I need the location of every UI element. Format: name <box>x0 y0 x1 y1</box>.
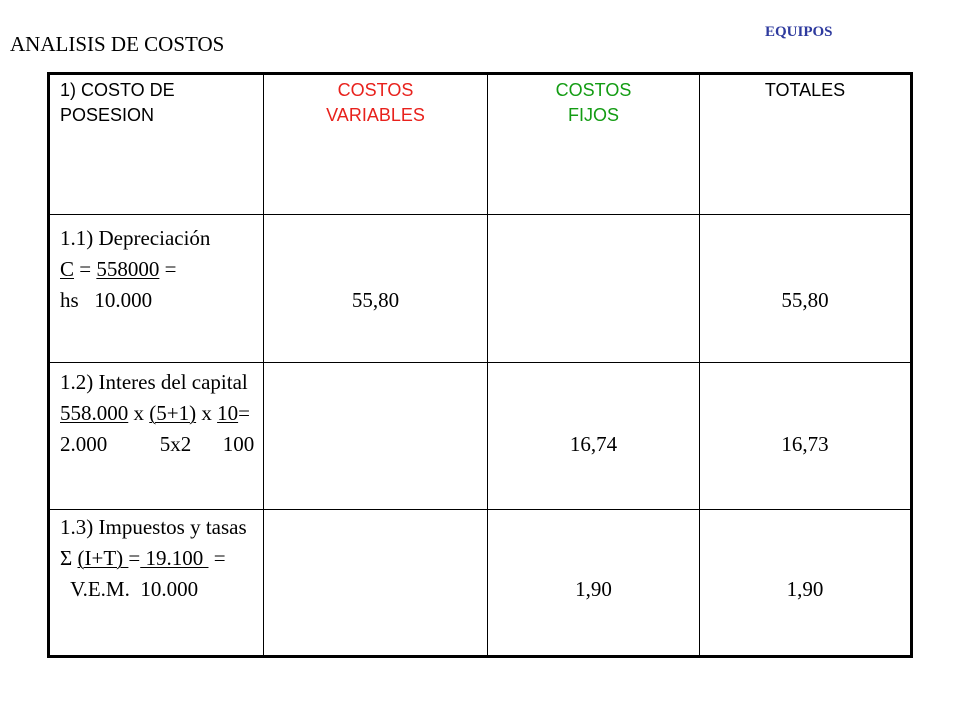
fixed-cost-value: 16,74 <box>569 432 618 456</box>
formula-part: x <box>196 401 218 425</box>
formula-line <box>60 398 263 429</box>
concept-line: 1.2) Interes del capital <box>60 370 248 394</box>
formula-part: = <box>238 401 250 425</box>
formula-part: C <box>60 257 75 281</box>
header-cell-concept <box>50 75 264 215</box>
header-cell-variable <box>264 75 488 215</box>
header-cell-total <box>700 75 910 215</box>
formula-line <box>60 543 263 574</box>
page-title: ANALISIS DE COSTOS <box>10 32 225 56</box>
formula-part: 558.000 <box>60 401 129 425</box>
formula-part: = <box>208 546 226 570</box>
row-depreciation-variable <box>264 215 488 363</box>
formula-denominator-line: hs 10.000 <box>60 288 153 312</box>
header-fixed-label: COSTOS FIJOS <box>555 80 632 125</box>
formula-denominator-line: V.E.M. 10.000 <box>60 577 199 601</box>
formula-part: x <box>128 401 150 425</box>
formula-part: = <box>159 257 177 281</box>
header-concept-label: 1) COSTO DE POSESION <box>60 80 175 125</box>
total-cost-value: 16,73 <box>781 432 829 456</box>
row-interest-total <box>700 363 910 510</box>
row-taxes-concept <box>50 510 264 655</box>
variable-cost-value: 55,80 <box>351 288 400 312</box>
formula-part: 10 <box>217 401 239 425</box>
cost-analysis-table <box>47 72 913 658</box>
formula-part: 19.100 <box>140 546 209 570</box>
header-cell-fixed <box>488 75 700 215</box>
fixed-cost-value: 1,90 <box>575 577 612 601</box>
formula-denominator-line: 2.000 5x2 100 <box>60 432 255 456</box>
row-interest-fixed <box>488 363 700 510</box>
row-taxes-total <box>700 510 910 655</box>
row-interest-concept <box>50 363 264 510</box>
header-variable-label: COSTOS VARIABLES <box>326 80 425 125</box>
formula-part: (5+1) <box>149 401 197 425</box>
formula-part: Σ <box>60 546 78 570</box>
section-label: EQUIPOS <box>765 24 833 40</box>
formula-part: 558000 <box>96 257 160 281</box>
formula-part: = <box>74 257 97 281</box>
concept-line: 1.1) Depreciación <box>60 226 211 250</box>
row-depreciation-total <box>700 215 910 363</box>
total-cost-value: 1,90 <box>786 577 824 601</box>
concept-line: 1.3) Impuestos y tasas <box>60 515 247 539</box>
formula-line <box>60 254 263 285</box>
formula-part: (I+T) <box>77 546 129 570</box>
row-depreciation-concept <box>50 215 264 363</box>
row-taxes-fixed <box>488 510 700 655</box>
row-interest-variable <box>264 363 488 510</box>
row-depreciation-fixed <box>488 215 700 363</box>
row-taxes-variable <box>264 510 488 655</box>
total-cost-value: 55,80 <box>781 288 829 312</box>
formula-part: = <box>128 546 141 570</box>
header-total-label: TOTALES <box>764 80 846 100</box>
